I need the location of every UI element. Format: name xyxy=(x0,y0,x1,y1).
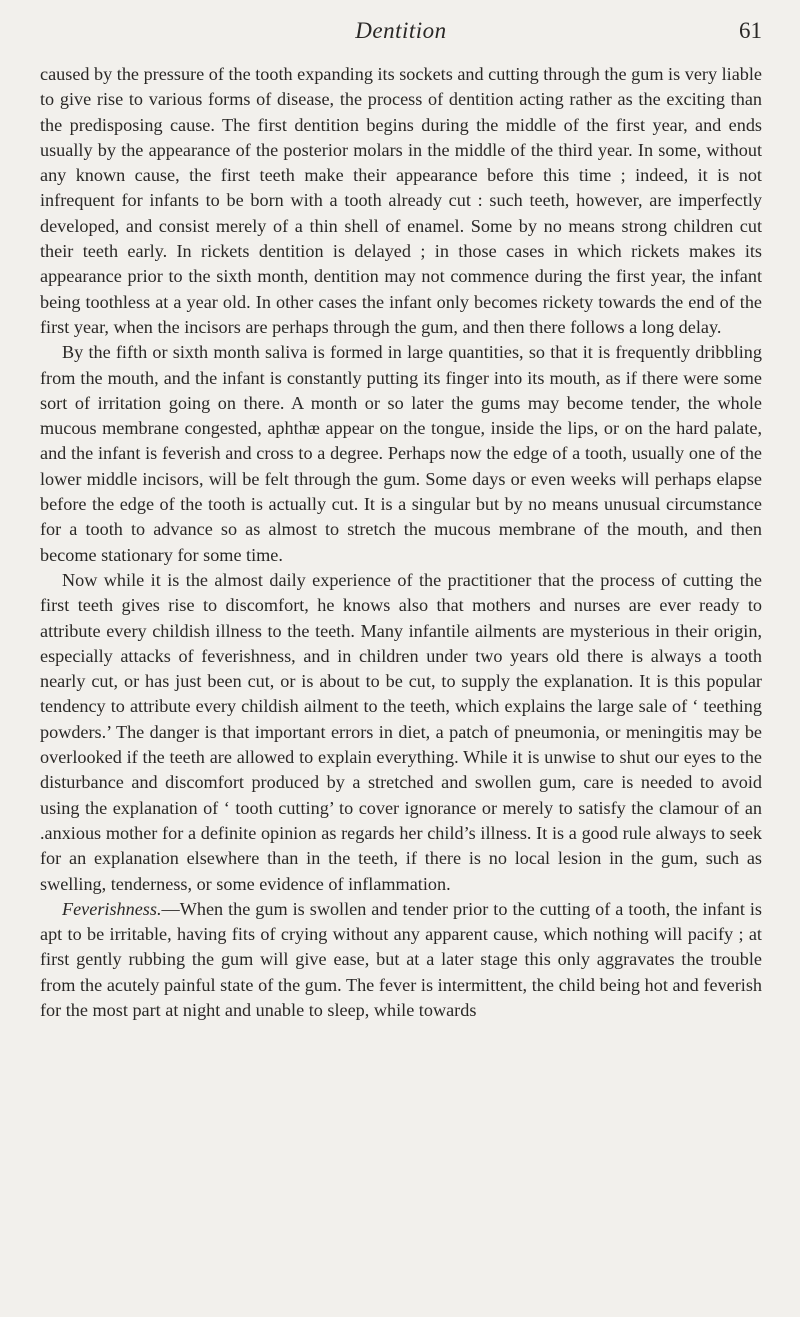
paragraph-text: Now while it is the almost daily experience of the practitioner that the process of cutting the first teeth gives rise to discomfort, he knows also that mothers and nurses are ever ready to attribute every childish illness to the teeth. Many infantile ailments are mysterious in their origin, especially attacks of feverishness, and in children under two years old there is always a tooth nearly cut, or has just been cut, or is about to be cut, to supply the explanation. It is this popular tendency to attribute every childish ailment to the teeth, which explains the large sale of ‘ teething powders.’ The danger is that important errors in diet, a patch of pneumonia, or meningitis may be overlooked if the teeth are allowed to explain everything. While it is unwise to shut our eyes to the disturbance and discomfort produced by a stretched and swollen gum, care is needed to avoid using the explanation of ‘ tooth cutting’ to cover ignorance or merely to satisfy the clamour of an .anxious mother for a definite opinion as regards her child’s illness. It is a good rule always to seek for an explanation elsewhere than in the teeth, if there is no local lesion in the gum, such as swelling, tenderness, or some evidence of inflammation. xyxy=(40,569,762,894)
page-header xyxy=(40,18,762,62)
paragraph xyxy=(40,62,762,340)
section-run-in-heading: Feverishness. xyxy=(62,898,162,919)
book-page xyxy=(40,18,762,1023)
body-text xyxy=(40,62,762,1023)
paragraph xyxy=(40,340,762,568)
page-number: 61 xyxy=(739,18,762,43)
paragraph xyxy=(40,897,762,1023)
paragraph-text: caused by the pressure of the tooth expanding its sockets and cutting through the gum is very liable to give rise to various forms of disease, the process of dentition acting rather as the exciting than the predisposing cause. The first dentition begins during the middle of the first year, and ends usually by the appearance of the posterior molars in the middle of the third year. In some, without any known cause, the first teeth make their appearance before this time ; indeed, it is not infrequent for infants to be born with a tooth already cut : such teeth, however, are imperfectly developed, and consist merely of a thin shell of enamel. Some by no means strong children cut their teeth early. In rickets dentition is delayed ; in those cases in which rickets makes its appearance prior to the sixth month, dentition may not commence during the first year, the infant being toothless at a year old. In other cases the infant only becomes rickety towards the end of the first year, when the incisors are perhaps through the gum, and then there follows a long delay. xyxy=(40,64,762,337)
paragraph-text: By the fifth or sixth month saliva is formed in large quantities, so that it is frequently dribbling from the mouth, and the infant is constantly putting its finger into its mouth, as if there were some sort of irritation going on there. A month or so later the gums may become tender, the whole mucous membrane congested, aphthæ appear on the tongue, inside the lips, or on the hard palate, and the infant is feverish and cross to a degree. Perhaps now the edge of a tooth, usually one of the lower middle incisors, will be felt through the gum. Some days or even weeks will perhaps elapse before the edge of the tooth is actually cut. It is a singular but by no means unusual circumstance for a tooth to advance so as almost to stretch the mucous membrane of the mouth, and then become stationary for some time. xyxy=(40,342,762,565)
paragraph xyxy=(40,568,762,897)
running-title: Dentition xyxy=(355,18,447,43)
paragraph-text: —When the gum is swollen and tender prior to the cutting of a tooth, the infant is apt to be irritable, having fits of crying without any apparent cause, which nothing will pacify ; at first gently rubbing the gum will give ease, but at a later stage this only aggravates the trouble from the acutely painful state of the gum. The fever is intermittent, the child being hot and feverish for the most part at night and unable to sleep, while towards xyxy=(40,898,762,1020)
